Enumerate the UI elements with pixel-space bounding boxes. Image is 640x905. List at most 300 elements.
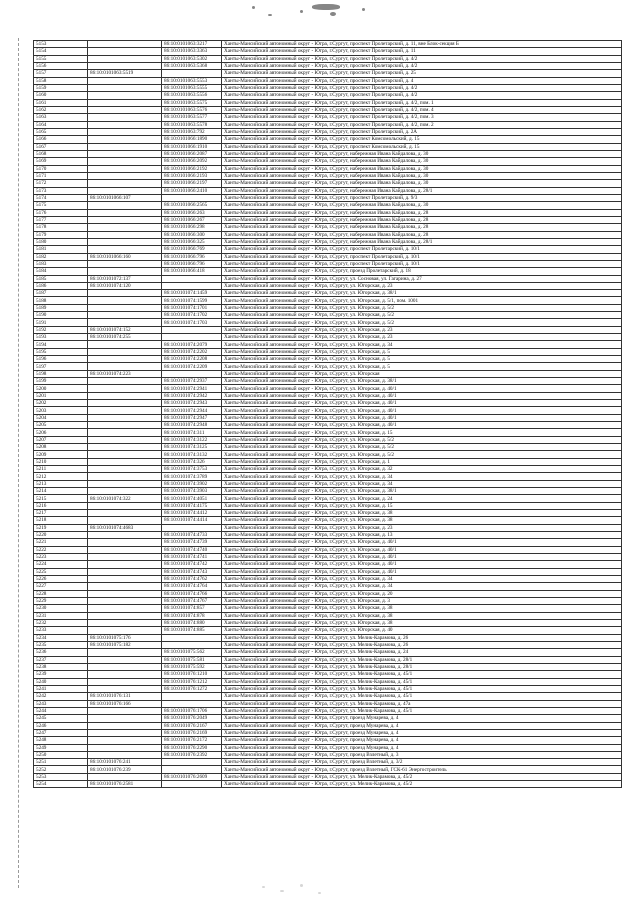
address-region: Ханты-Мансийский автономный округ - Югра, г.Сургут, [224,407,349,414]
table-row [34,41,622,48]
address-region: Ханты-Мансийский автономный округ - Югра, г.Сургут, [224,781,349,788]
table-row [34,627,622,634]
old-cadastral-number [88,121,162,128]
address-street [222,348,622,355]
address-street [222,751,622,758]
cadastral-number: 86:10:0101063:3217 [162,41,222,48]
address-street [222,656,622,663]
table-row [34,209,622,216]
row-number: 5243 [34,700,88,707]
old-cadastral-number [88,561,162,568]
address-region: Ханты-Мансийский автономный округ - Югра, г.Сургут, [224,656,349,663]
address-street [222,524,622,531]
row-number: 5174 [34,194,88,201]
table-row [34,597,622,604]
old-cadastral-number [88,510,162,517]
cadastral-number: 86:10:0101074:2942 [162,392,222,399]
cadastral-number: 86:10:0101066:2197 [162,180,222,187]
cadastral-number: 86:10:0101063:5577 [162,114,222,121]
cadastral-number: 86:10:0101074:2079 [162,341,222,348]
row-number: 5207 [34,436,88,443]
row-number: 5206 [34,429,88,436]
address-detail: набережная Ивана Кайдалова, д. 30 [350,173,429,180]
address-region: Ханты-Мансийский автономный округ - Югра, г.Сургут, [224,473,349,480]
old-cadastral-number [88,202,162,209]
address-street [222,246,622,253]
address-street [222,326,622,333]
cadastral-number [162,641,222,648]
old-cadastral-number [88,92,162,99]
row-number: 5219 [34,524,88,531]
cadastral-number: 86:10:0101074:3122 [162,436,222,443]
address-region: Ханты-Мансийский автономный округ - Югра, г.Сургут, [224,99,349,106]
cadastral-number: 86:10:0101066:2192 [162,165,222,172]
table-row [34,663,622,670]
address-street [222,583,622,590]
old-cadastral-number [88,400,162,407]
row-number: 5238 [34,663,88,670]
cadastral-number: 86:10:0101066:298 [162,224,222,231]
old-cadastral-number [88,663,162,670]
address-detail: ул. Югорская, д. 40/1 [350,539,397,546]
address-street [222,41,622,48]
old-cadastral-number [88,41,162,48]
address-detail: ул. Югорская, д. 40/1 [350,385,397,392]
row-number: 5213 [34,480,88,487]
address-detail: ул. Югорская, д. 38 [350,510,393,517]
row-number: 5193 [34,334,88,341]
address-street [222,172,622,179]
old-cadastral-number [88,737,162,744]
address-detail: набережная Ивана Кайдалова, д. 28 [350,231,429,238]
table-row [34,165,622,172]
table-row [34,172,622,179]
table-row [34,180,622,187]
cadastral-number: 86:10:0101063:5556 [162,92,222,99]
row-number: 5176 [34,209,88,216]
row-number: 5252 [34,766,88,773]
address-street [222,627,622,634]
address-region: Ханты-Мансийский автономный округ - Югра, г.Сургут, [224,55,349,62]
cadastral-number: 86:10:0101074:2937 [162,378,222,385]
row-number: 5194 [34,341,88,348]
old-cadastral-number [88,546,162,553]
old-cadastral-number [88,106,162,113]
address-street [222,77,622,84]
cadastral-number [162,524,222,531]
address-detail: ул. Югорская, д. 23 [350,524,393,531]
row-number: 5222 [34,546,88,553]
old-cadastral-number: 86:10:0101063:5519 [88,70,162,77]
old-cadastral-number: 86:10:0101074:223 [88,370,162,377]
table-row [34,685,622,692]
row-number: 5229 [34,597,88,604]
address-street [222,202,622,209]
address-street [222,150,622,157]
row-number: 5186 [34,282,88,289]
cadastral-number: 86:10:0101074:1459 [162,290,222,297]
cadastral-number: 86:10:0101074:3132 [162,451,222,458]
old-cadastral-number [88,304,162,311]
address-region: Ханты-Мансийский автономный округ - Югра, г.Сургут, [224,400,349,407]
address-region: Ханты-Мансийский автономный округ - Югра, г.Сургут, [224,41,349,48]
old-cadastral-number [88,612,162,619]
row-number: 5251 [34,759,88,766]
row-number: 5212 [34,473,88,480]
cadastral-number: 86:10:0101063:3363 [162,48,222,55]
address-detail: проспект Пролетарский, д. 10/1 [350,261,420,267]
cadastral-number [162,194,222,201]
old-cadastral-number: 86:10:0101066:107 [88,194,162,201]
address-detail: ул. Югорская, д. 34 [350,583,393,590]
cadastral-number: 86:10:0101063:5555 [162,84,222,91]
address-detail: ул. Югорская, д. 5/2 [350,451,394,458]
row-number: 5246 [34,722,88,729]
row-number: 5208 [34,444,88,451]
old-cadastral-number: 86:10:0101074:322 [88,495,162,502]
address-street [222,297,622,304]
address-detail: ул. Югорская, д. 34 [350,480,393,487]
row-number: 5210 [34,458,88,465]
old-cadastral-number [88,480,162,487]
old-cadastral-number [88,246,162,253]
old-cadastral-number [88,297,162,304]
address-region: Ханты-Мансийский автономный округ - Югра, г.Сургут, [224,224,349,231]
address-detail: проспект Пролетарский, д. 4/2 [350,55,418,62]
row-number: 5162 [34,106,88,113]
address-region: Ханты-Мансийский автономный округ - Югра, г.Сургут, [224,620,349,627]
table-row [34,326,622,333]
cadastral-number: 86:10:0101074:878 [162,612,222,619]
address-street [222,444,622,451]
row-number: 5199 [34,378,88,385]
old-cadastral-number [88,751,162,758]
table-row [34,356,622,363]
old-cadastral-number [88,619,162,626]
old-cadastral-number [88,231,162,238]
address-region: Ханты-Мансийский автономный округ - Югра, г.Сургут, [224,143,349,150]
cadastral-number: 86:10:0101066:2410 [162,187,222,194]
address-region: Ханты-Мансийский автономный округ - Югра, г.Сургут, [224,253,349,260]
address-detail: проспект Комсомольский, д. 15 [350,136,420,143]
address-detail: ул. Югорская, д. 24 [350,495,393,502]
old-cadastral-number [88,744,162,751]
row-number: 5233 [34,627,88,634]
address-detail: ул. Мелик-Карамова, д. 45/1 [350,686,413,693]
cadastral-number: 86:10:0101063:5368 [162,62,222,69]
address-street [222,488,622,495]
address-region: Ханты-Мансийский автономный округ - Югра, г.Сургут, [224,290,349,297]
row-number: 5168 [34,150,88,157]
cadastral-number: 86:10:0101074:4412 [162,510,222,517]
address-detail: проспект Пролетарский, д. 4/2 [350,92,418,99]
address-street [222,744,622,751]
address-street [222,370,622,377]
cadastral-number: 86:10:0101074:2947 [162,414,222,421]
table-row [34,304,622,311]
table-row [34,400,622,407]
cadastral-number: 86:10:0101074:1703 [162,319,222,326]
address-street [222,319,622,326]
address-street [222,282,622,289]
row-number: 5227 [34,583,88,590]
table-row [34,150,622,157]
address-street [222,62,622,69]
table-row [34,700,622,707]
address-region: Ханты-Мансийский автономный округ - Югра, г.Сургут, [224,282,349,289]
old-cadastral-number [88,114,162,121]
row-number: 5155 [34,55,88,62]
address-street [222,641,622,648]
cadastral-number: 86:10:0101066:263 [162,209,222,216]
address-region: Ханты-Мансийский автономный округ - Югра, г.Сургут, [224,85,349,92]
table-row [34,70,622,77]
address-region: Ханты-Мансийский автономный округ - Югра, г.Сургут, [224,202,349,209]
address-region: Ханты-Мансийский автономный округ - Югра, г.Сургут, [224,209,349,216]
address-street [222,495,622,502]
address-detail: ул. Югорская, д. 38/1 [350,290,397,297]
row-number: 5247 [34,729,88,736]
row-number: 5204 [34,414,88,421]
address-detail: проспект Пролетарский, д. 2А [350,129,418,136]
old-cadastral-number [88,773,162,780]
row-number: 5169 [34,158,88,165]
table-row [34,612,622,619]
table-row [34,55,622,62]
table-row [34,531,622,538]
old-cadastral-number: 86:10:0101076:2581 [88,781,162,788]
address-street [222,671,622,678]
address-street [222,216,622,223]
address-detail: ул. Мелик-Карамова, д. 45/1 [350,671,413,678]
row-number: 5200 [34,385,88,392]
table-row [34,187,622,194]
old-cadastral-number [88,55,162,62]
address-detail: проспект Пролетарский, д. 11 [350,48,416,55]
address-region: Ханты-Мансийский автономный округ - Югра, г.Сургут, [224,583,349,590]
row-number: 5253 [34,773,88,780]
table-row [34,312,622,319]
cadastral-number: 86:10:0101074:2941 [162,385,222,392]
row-number: 5159 [34,84,88,91]
old-cadastral-number [88,187,162,194]
row-number: 5166 [34,136,88,143]
address-detail: проспект Пролетарский, д. 11, вне Блок-секция Б [350,41,459,48]
address-street [222,48,622,55]
address-street [222,510,622,517]
table-row [34,605,622,612]
row-number: 5171 [34,172,88,179]
address-region: Ханты-Мансийский автономный округ - Югра, г.Сургут, [224,107,349,114]
table-row [34,106,622,113]
cadastral-number: 86:10:0101074:1599 [162,297,222,304]
row-number: 5191 [34,319,88,326]
old-cadastral-number [88,451,162,458]
row-number: 5198 [34,370,88,377]
address-detail: проспект Пролетарский, д. 4/2, пом. 2 [350,121,434,128]
old-cadastral-number [88,685,162,692]
address-detail: ул. Югорская, д. 40/1 [350,407,397,414]
table-row [34,473,622,480]
address-detail: ул. Югорская, д. 5/2 [350,312,394,319]
cadastral-number: 86:10:0101074:4733 [162,531,222,538]
address-region: Ханты-Мансийский автономный округ - Югра, г.Сургут, [224,598,349,605]
address-region: Ханты-Мансийский автономный округ - Югра, г.Сургут, [224,217,349,224]
address-street [222,187,622,194]
table-row [34,422,622,429]
cadastral-number: 86:10:0101074:311 [162,429,222,436]
old-cadastral-number [88,568,162,575]
address-region: Ханты-Мансийский автономный округ - Югра, г.Сургут, [224,378,349,385]
table-row [34,121,622,128]
address-region: Ханты-Мансийский автономный округ - Югра, г.Сургут, [224,444,349,451]
cadastral-number: 86:10:0101066:796 [162,253,222,260]
cadastral-number: 86:10:0101074:2202 [162,348,222,355]
address-region: Ханты-Мансийский автономный округ - Югра, г.Сургут, [224,517,349,524]
old-cadastral-number [88,378,162,385]
row-number: 5228 [34,590,88,597]
address-street [222,114,622,121]
table-row [34,92,622,99]
table-row [34,568,622,575]
address-street [222,458,622,465]
old-cadastral-number [88,348,162,355]
address-detail: проспект Комсомольский, д. 15 [350,143,420,150]
cadastral-number: 86:10:0101066:2087 [162,150,222,157]
row-number: 5221 [34,539,88,546]
cadastral-number: 86:10:0101074:4175 [162,502,222,509]
table-row [34,194,622,201]
cadastral-number: 86:10:0101074:1701 [162,304,222,311]
address-detail: проспект Пролетарский, д. 10/1 [350,253,420,260]
address-region: Ханты-Мансийский автономный округ - Югра, г.Сургут, [224,246,349,253]
address-region: Ханты-Мансийский автономный округ - Югра, г.Сургут, [224,510,349,517]
old-cadastral-number [88,531,162,538]
address-detail: проезд Взлетный, д. 3 [350,751,399,758]
table-row [34,128,622,135]
cadastral-number: 86:10:0101074:3903 [162,488,222,495]
address-detail: проезд Мунарева, д. 4 [350,744,399,751]
address-detail: ул. Югорская, д. 15 [350,429,393,436]
address-street [222,128,622,135]
row-number: 5203 [34,407,88,414]
table-row [34,282,622,289]
address-region: Ханты-Мансийский автономный округ - Югра, г.Сургут, [224,722,349,729]
row-number: 5240 [34,678,88,685]
address-detail: ул. Югорская [350,370,380,377]
address-detail: набережная Ивана Кайдалова, д. 28 [350,209,429,216]
table-row [34,48,622,55]
address-street [222,414,622,421]
cadastral-number: 86:10:0101075:592 [162,663,222,670]
row-number: 5231 [34,612,88,619]
table-row [34,290,622,297]
address-detail: ул. Югорская, д. 15 [350,502,393,509]
row-number: 5235 [34,641,88,648]
cadastral-number: 86:10:0101063:5575 [162,99,222,106]
address-street [222,502,622,509]
cadastral-number: 86:10:0101074:1702 [162,312,222,319]
row-number: 5201 [34,392,88,399]
address-street [222,392,622,399]
row-number: 5250 [34,751,88,758]
row-number: 5178 [34,224,88,231]
old-cadastral-number [88,385,162,392]
old-cadastral-number [88,136,162,143]
address-street [222,84,622,91]
row-number: 5234 [34,634,88,641]
row-number: 5157 [34,70,88,77]
cadastral-number [162,275,222,282]
address-street [222,407,622,414]
address-detail: ул. Югорская, д. 38 [350,517,393,524]
address-street [222,568,622,575]
cadastral-number: 86:10:0101074:326 [162,458,222,465]
address-region: Ханты-Мансийский автономный округ - Югра, г.Сургут, [224,568,349,575]
cadastral-number: 86:10:0101076:1272 [162,685,222,692]
address-street [222,649,622,656]
address-region: Ханты-Мансийский автономный округ - Югра, г.Сургут, [224,773,349,780]
address-region: Ханты-Мансийский автономный округ - Югра, г.Сургут, [224,356,349,363]
row-number: 5214 [34,488,88,495]
row-number: 5245 [34,715,88,722]
address-detail: ул. Югорская, д. 38/1 [350,378,397,385]
address-detail: проезд Взлетный, д. 3/2 [350,759,403,766]
address-detail: ул. Мелик-Карамова, д. 45/1 [350,693,413,700]
table-row [34,759,622,766]
address-detail: проспект Пролетарский, д. 9/3 [350,195,418,202]
table-row [34,407,622,414]
address-region: Ханты-Мансийский автономный округ - Югра, г.Сургут, [224,693,349,700]
table-row [34,370,622,377]
old-cadastral-number: 86:10:0101076:166 [88,700,162,707]
row-number: 5218 [34,517,88,524]
address-detail: ул. Югорская, д. 40/1 [350,422,397,429]
address-street [222,70,622,77]
old-cadastral-number [88,517,162,524]
old-cadastral-number [88,466,162,473]
address-detail: ул. Югорская, д. 5/1, пом. 1001 [350,297,419,304]
address-street [222,224,622,231]
old-cadastral-number [88,583,162,590]
row-number: 5226 [34,575,88,582]
address-street [222,693,622,700]
old-cadastral-number [88,392,162,399]
row-number: 5236 [34,649,88,656]
cadastral-number: 86:10:0101076:2049 [162,715,222,722]
old-cadastral-number: 86:10:0101074:120 [88,282,162,289]
address-street [222,260,622,267]
address-region: Ханты-Мансийский автономный округ - Югра, г.Сургут, [224,114,349,121]
address-region: Ханты-Мансийский автономный округ - Югра, г.Сургут, [224,195,349,202]
row-number: 5167 [34,143,88,150]
row-number: 5182 [34,253,88,260]
table-row [34,99,622,106]
address-region: Ханты-Мансийский автономный округ - Югра, г.Сургут, [224,751,349,758]
table-row [34,517,622,524]
cadastral-number: 86:10:0101076:2169 [162,729,222,736]
address-detail: ул. Югорская, д. 20 [350,590,393,597]
row-number: 5196 [34,356,88,363]
address-detail: проезд Мунарева, д. 4 [350,737,399,744]
cadastral-number: 86:10:0101076:1706 [162,707,222,714]
old-cadastral-number [88,143,162,150]
cadastral-number: 86:10:0101066:796 [162,260,222,267]
address-detail: набережная Ивана Кайдалова, д. 30 [350,165,429,172]
address-detail: ул. Югорская, д. 40/1 [350,554,397,561]
address-region: Ханты-Мансийский автономный округ - Югра, г.Сургут, [224,730,349,736]
old-cadastral-number [88,84,162,91]
